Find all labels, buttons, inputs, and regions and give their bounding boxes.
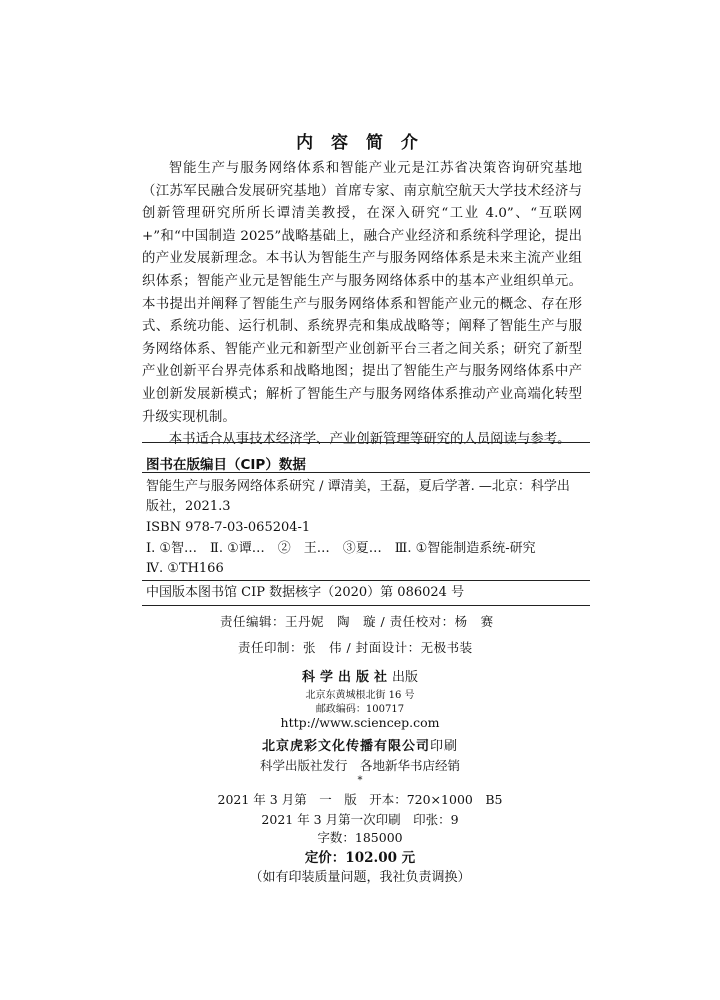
publisher-logo: 科学出版社 — [301, 670, 392, 685]
cip-bibliographic-line-1: 智能生产与服务网络体系研究 / 谭清美，王磊，夏后学著. —北京：科学出 — [146, 479, 570, 494]
edition-line: 2021 年 3 月第 一 版 开本：720×1000 B5 — [217, 792, 503, 807]
production-credits: 责任印制：张 伟 / 封面设计：无极书装 — [238, 640, 473, 655]
publisher-address: 北京东黄城根北街 16 号 — [305, 690, 415, 701]
publisher-website: http://www.sciencep.com — [280, 715, 440, 730]
printing-line: 2021 年 3 月第一次印刷 印张：9 — [261, 812, 459, 827]
summary-title: 内 容 简 介 — [296, 133, 424, 153]
printer-line — [0, 735, 720, 754]
cip-bottom-rule — [142, 605, 590, 606]
cip-heading: 图书在版编目（CIP）数据 — [146, 457, 306, 473]
cip-classification-line-1: Ⅰ. ①智… Ⅱ. ①谭… ② 王… ③夏… Ⅲ. ①智能制造系统-研究 — [146, 541, 536, 556]
editor-credits: 责任编辑：王丹妮 陶 璇 / 责任校对：杨 赛 — [220, 614, 494, 629]
cip-record-rule — [142, 580, 590, 581]
summary-body — [142, 158, 582, 452]
cip-heading-rule — [142, 472, 590, 473]
publisher-line — [0, 666, 720, 685]
publisher-suffix: 出版 — [392, 670, 419, 685]
summary-paragraph-2: 本书适合从事技术经济学、产业创新管理等研究的人员阅读与参考。 — [168, 432, 571, 448]
separator-star: * — [357, 775, 363, 786]
cip-top-rule — [142, 442, 590, 443]
word-count: 字数：185000 — [317, 830, 403, 845]
summary-paragraph-1: 智能生产与服务网络体系和智能产业元是江苏省决策咨询研究基地（江苏军民融合发展研究基地）首席专家、南京航空航天大学技术经济与创新管理研究所所长谭清美教授，在深入研究“工业 4.0”、“互联网+”和“中国制造 2025”战略基础上，融合产业经济和系统科学理论，提出的产业发展新理念。本书认为智能生产与服务网络体系是未来主流产业组织体系；智能产业元是智能生产与服务网络体系中的基本产业组织单元。本书提出并阐释了智能生产与服务网络体系和智能产业元的概念、存在形式、系统功能、运行机制、系统界壳和集成战略等；阐释了智能生产与服务网络体系、智能产业元和新型产业创新平台三者之间关系；研究了新型产业创新平台界壳体系和战略地图；提出了智能生产与服务网络体系中产业创新发展新模式；解析了智能生产与服务网络体系推动产业高端化转型升级实现机制。 — [142, 161, 582, 425]
cip-record-number: 中国版本图书馆 CIP 数据核字（2020）第 086024 号 — [146, 585, 465, 600]
publisher-postcode: 邮政编码：100717 — [315, 704, 405, 715]
quality-note: （如有印装质量问题，我社负责调换） — [249, 870, 471, 885]
cip-classification-line-2: Ⅳ. ①TH166 — [146, 561, 224, 576]
distribution-line: 科学出版社发行 各地新华书店经销 — [259, 758, 460, 773]
printer-name: 北京虎彩文化传播有限公司 — [261, 739, 430, 754]
printer-suffix: 印刷 — [430, 739, 459, 754]
cip-isbn: ISBN 978-7-03-065204-1 — [146, 520, 311, 535]
price: 定价：102.00 元 — [304, 850, 416, 866]
cip-bibliographic-line-2: 版社，2021.3 — [146, 499, 231, 514]
